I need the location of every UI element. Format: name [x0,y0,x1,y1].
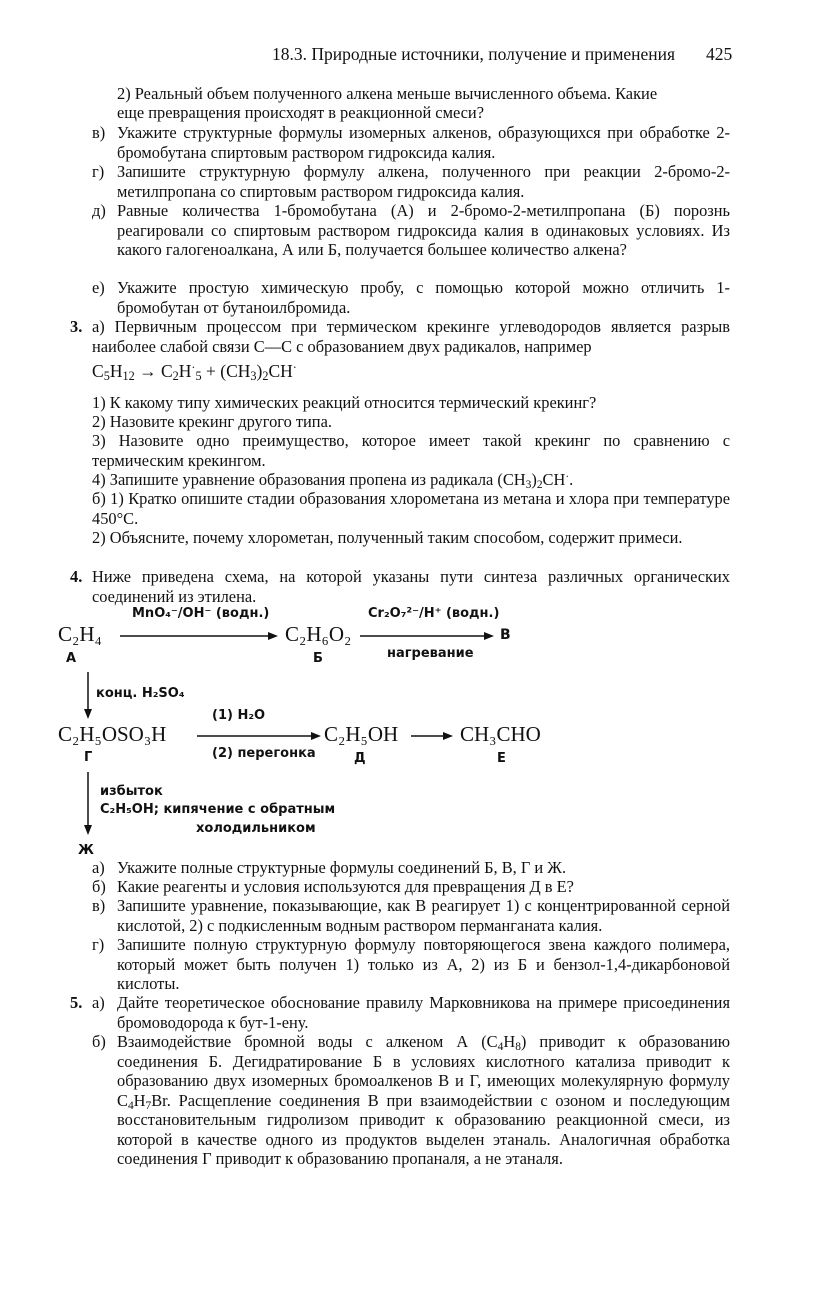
page-number: 425 [706,44,733,64]
q5-a-text: Дайте теоретическое обоснование правилу Марковникова на примере присоединения бромоводорода к бут-1-ену. [117,993,730,1032]
compound-c2h5oh: C₂H₅OH [324,722,399,746]
reagent-conc-h2so4: конц. H₂SO₄ [96,686,185,701]
reaction-arrow-down [82,772,94,836]
item-label: г) [92,162,105,181]
q4-g-text: Запишите полную структурную формулу повторяющегося звена каждого полимера, который может быть получен 1) только из А, 2) из Б и бензол-1,4-дикарбоновой кислоты. [117,935,730,993]
compound-label-e: Е [497,751,506,766]
question-number: 5. [70,993,83,1012]
q5-b-text: Взаимодействие бромной воды с алкеном А $(C_4H_8)$ приводит к образованию соединения Б. Дегидратирование Б в условиях кислотного катализа приводит к образованию двух изомерных бромоалкенов В и Г, имеющих молекулярную формулу $C_4H_7Br$. Расщепление соединения В при взаимодействии с озоном и последующим восстановительным гидролизом приводит к образованию реакционной смеси, из которой в качестве одного из продуктов выделен этаналь. Аналогичная обработка соединения Г приводит к образованию пропаналя, а не этаналя. [117,1032,730,1168]
item-label: б) [92,1032,106,1051]
item-label: в) [92,123,106,142]
reaction-arrow [120,630,278,642]
q2-line2: еще превращения происходят в реакционной смеси? [117,103,484,122]
q3-b2: 2) Объясните, почему хлорометан, полученный таким способом, содержит примеси. [92,528,683,547]
compound-ch3cho: CH₃CHO [460,722,541,746]
item-label: е) [92,278,105,297]
q3-s1: 1) К какому типу химических реакций относится термический крекинг? [92,393,597,412]
compound-label-g: Г [84,750,93,765]
q3-s2: 2) Назовите крекинг другого типа. [92,412,332,431]
reagent-water: (1) H₂O [212,708,266,723]
q4-intro: Ниже приведена схема, на которой указаны пути синтеза различных органических соединений из этилена. [92,567,730,606]
compound-label-v: В [500,627,511,643]
reagent-excess: избыток [100,784,163,799]
compound-label-zh: Ж [78,843,94,858]
q4-v-text: Запишите уравнение, показывающие, как В реагирует 1) с концентрированной серной кислотой, 2) с подкисленным водным раствором перманганата калия. [117,896,730,935]
item-g-text: Запишите структурную формулу алкена, полученного при реакции 2-бромо-2-метилпропана со спиртовым раствором гидроксида калия. [117,162,730,201]
compound-label-a: А [66,651,77,666]
q4-a-text: Укажите полные структурные формулы соединений Б, В, Г и Ж. [117,858,567,877]
q4-b-text: Какие реагенты и условия используются для превращения Д в Е? [117,877,574,896]
reaction-arrow [197,730,321,742]
reagent-permanganate: MnO₄⁻/OH⁻ (водн.) [132,606,270,621]
question-number: 3. [70,317,83,336]
question-number: 4. [70,567,83,586]
item-label: б) [92,877,106,896]
condition-heating: нагревание [387,646,474,661]
reagent-condenser: холодильником [196,821,316,836]
q3-a-text: а) Первичным процессом при термическом крекинге углеводородов является разрыв наиболее слабой связи С—С с образованием двух радикалов, например [92,317,730,356]
cracking-equation: $C_5H_{12} \to C_2H^\cdot_5 + (CH_3)_2CH^\cdot$ [92,360,297,384]
reaction-arrow [360,630,494,642]
running-header: 18.3. Природные источники, получение и применения [272,44,676,64]
compound-label-d: Д [354,751,366,766]
reaction-arrow [411,730,453,742]
item-d-text: Равные количества 1-бромобутана (А) и 2-бромо-2-метилпропана (Б) порознь реагировали со спиртовым раствором гидроксида калия в одинаковых условиях. Из какого галогеноалкана, А или Б, получается большее количество алкена? [117,201,730,259]
q3-s3: 3) Назовите одно преимущество, которое имеет такой крекинг по сравнению с термическим крекингом. [92,431,730,470]
q3-s4: 4) Запишите уравнение образования пропена из радикала $(CH_3)_2CH^\cdot$. [92,470,574,491]
reagent-ethanol-reflux: C₂H₅OH; кипячение с обратным [100,802,336,817]
q3-b1: б) 1) Кратко опишите стадии образования хлорометана из метана и хлора при температуре 450°С. [92,489,730,528]
compound-label-b: Б [313,651,323,666]
compound-c2h6o2: C₂H₆O₂ [285,622,352,646]
item-v-text: Укажите структурные формулы изомерных алкенов, образующихся при обработке 2-бромобутана спиртовым раствором гидроксида калия. [117,123,730,162]
item-label: а) [92,993,105,1012]
reagent-distillation: (2) перегонка [212,746,316,761]
q2-line1: 2) Реальный объем полученного алкена меньше вычисленного объема. Какие [117,84,658,103]
item-label: в) [92,896,106,915]
item-label: г) [92,935,105,954]
reagent-dichromate: Cr₂O₇²⁻/H⁺ (водн.) [368,606,500,621]
compound-c2h5oso3h: C₂H₅OSO₃H [58,722,167,746]
compound-c2h4: C₂H₄ [58,622,102,646]
reaction-arrow-down [82,672,94,720]
item-label: а) [92,858,105,877]
item-label: д) [92,201,106,220]
item-e-text: Укажите простую химическую пробу, с помощью которой можно отличить 1-бромобутан от бутаноилбромида. [117,278,730,317]
